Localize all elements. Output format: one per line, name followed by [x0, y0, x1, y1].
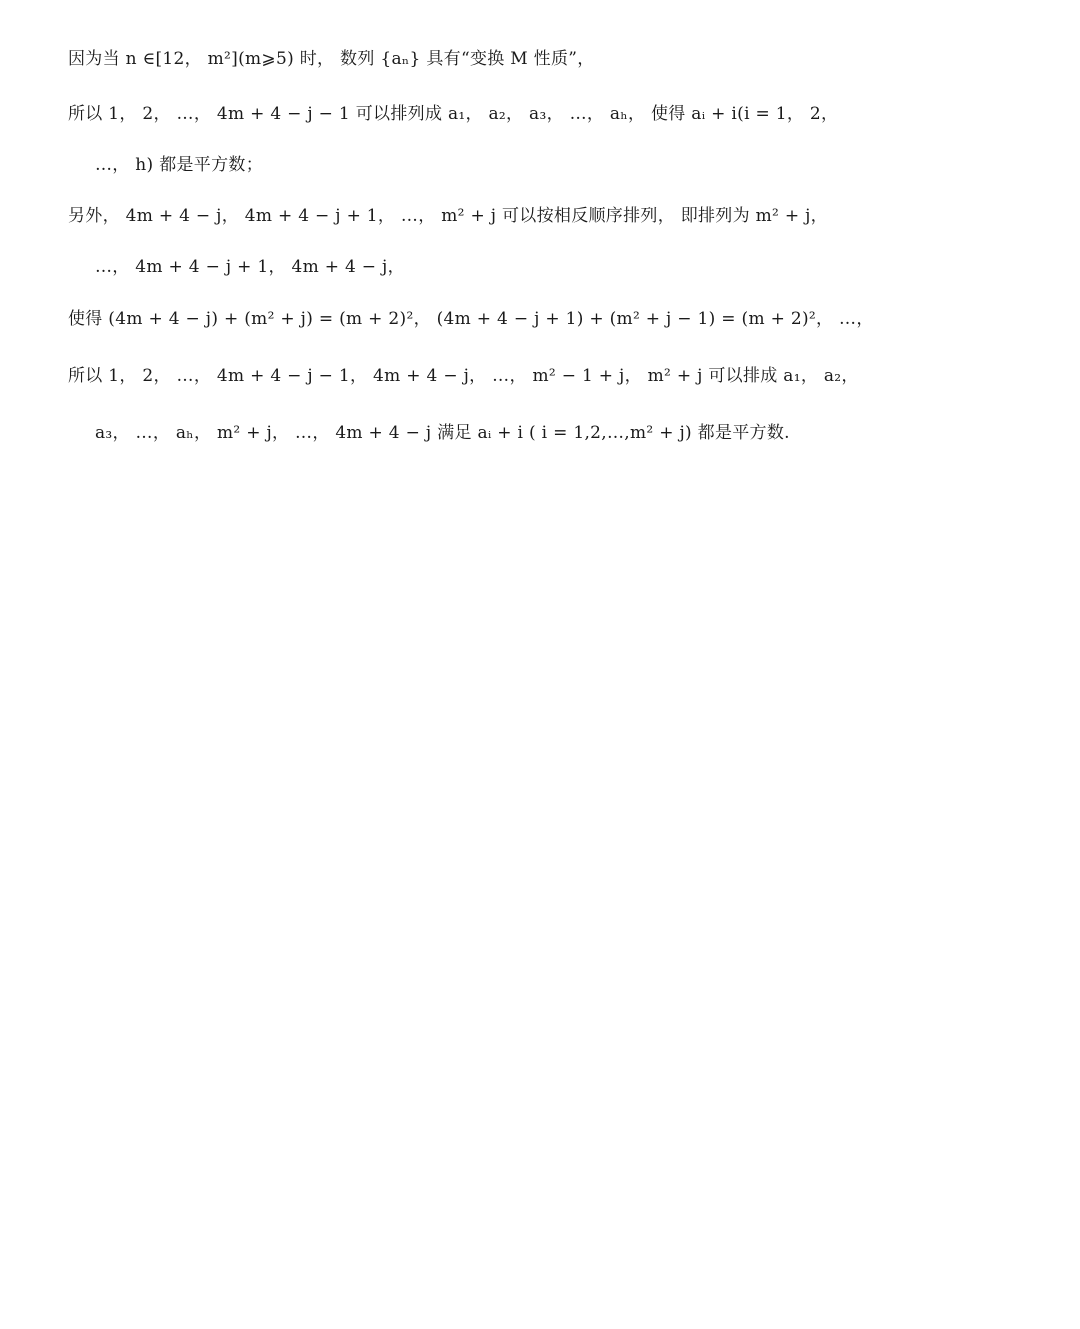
text-line-4: 另外， 4m + 4 − j， 4m + 4 − j + 1， …， m² + j 可以按相反顺序排列， 即排列为 m² + j， [68, 206, 828, 226]
text-line-7: 所以 1， 2， …， 4m + 4 − j − 1， 4m + 4 − j， …， m² − 1 + j， m² + j 可以排成 a₁， a₂， [68, 366, 859, 386]
text-line-3: …， h) 都是平方数； [95, 155, 263, 175]
text-line-2: 所以 1， 2， …， 4m + 4 − j − 1 可以排列成 a₁， a₂， a₃， …， aₕ， 使得 aᵢ + i(i = 1， 2， [68, 104, 839, 124]
text-line-6: 使得 (4m + 4 − j) + (m² + j) = (m + 2)²， (4m + 4 − j + 1) + (m² + j − 1) = (m + 2)²， …， [68, 309, 874, 329]
text-line-8: a₃， …， aₕ， m² + j， …， 4m + 4 − j 满足 aᵢ + i ( i = 1,2,…,m² + j) 都是平方数. [95, 423, 790, 443]
text-line-1: 因为当 n ∈[12， m²](m⩾5) 时， 数列 {aₙ} 具有“变换 M 性质”， [68, 49, 595, 69]
text-line-5: …， 4m + 4 − j + 1， 4m + 4 − j， [95, 257, 405, 277]
